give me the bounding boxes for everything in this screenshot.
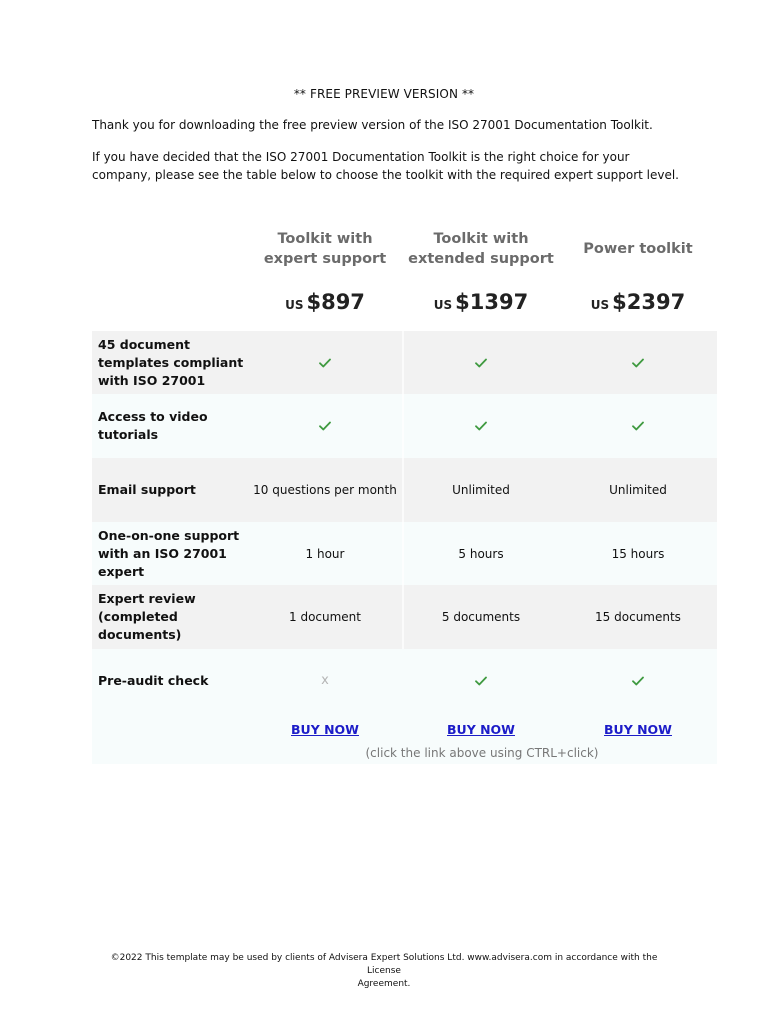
buy-now-extended-support-link[interactable]: BUY NOW [447,722,515,737]
footer [100,952,668,991]
feature-row-video-tutorials [92,394,717,458]
feature-value: Unlimited [609,483,667,497]
feature-value: 5 documents [441,610,521,624]
buy-now-expert-support-link[interactable]: BUY NOW [291,722,359,737]
check-icon [319,421,331,431]
feature-row-templates [92,331,717,394]
feature-value: 10 questions per month [253,483,397,497]
plan-name-line-2: expert support [263,251,387,267]
feature-value [403,649,559,712]
feature-value [247,394,403,458]
check-icon [475,676,487,686]
buy-now-power-toolkit-link[interactable]: BUY NOW [604,722,672,737]
intro-paragraph-2: If you have decided that the ISO 27001 Documentation Toolkit is the right choice for your company, please see the table below to choose the toolkit with the required expert support level. [92,150,679,182]
intro-paragraph-1: Thank you for downloading the free preview version of the ISO 27001 Documentation Toolkit. [92,118,653,132]
feature-label: Email support [98,482,196,497]
column-separator [402,331,404,649]
feature-row-one-on-one-support [92,522,717,585]
plan-name-line-2: extended support [408,251,554,267]
feature-label: Pre-audit check [98,672,209,688]
plan-name-line-1: Power toolkit [583,241,693,257]
feature-row-expert-review [92,585,717,649]
preview-title: ** FREE PREVIEW VERSION ** [293,87,475,101]
check-icon [632,421,644,431]
feature-label: Access to video tutorials [98,409,208,442]
feature-value [560,394,716,458]
price-currency: US [433,298,453,312]
check-icon [632,358,644,368]
plan-name-line-1: Toolkit with [277,231,373,247]
feature-value: 15 hours [611,546,665,561]
feature-label: One-on-one support with an ISO 27001 expert [98,527,240,579]
price-amount: $1397 [455,290,529,314]
feature-value: 15 documents [595,610,681,624]
price-expert-support [247,290,403,314]
footer-license-line-2: Agreement. [357,979,411,989]
plan-name-line-1: Toolkit with [433,231,529,247]
check-icon [319,358,331,368]
ctrl-click-note: (click the link above using CTRL+click) [365,746,599,760]
feature-value [560,331,716,394]
feature-value: 5 hours [458,546,504,561]
price-extended-support [403,290,559,314]
footer-license-line: ©2022 This template may be used by clients of Advisera Expert Solutions Ltd. www.advisera.com in accordance with the License [110,953,658,976]
buy-row [92,712,717,764]
feature-value [403,331,559,394]
check-icon [632,676,644,686]
plan-header-extended-support [403,229,559,269]
feature-label: Expert review (completed documents) [98,591,196,642]
check-icon [475,358,487,368]
price-currency: US [590,298,610,312]
feature-label: 45 document templates compliant with ISO 27001 [98,336,244,388]
cross-icon: x [321,673,329,688]
feature-value [247,331,403,394]
feature-row-email-support [92,458,717,522]
feature-value [560,649,716,712]
feature-value: 1 document [289,610,361,624]
price-power-toolkit [560,290,716,314]
price-currency: US [285,298,304,312]
feature-value [247,649,403,712]
plan-header-power-toolkit [560,239,716,259]
plan-header-expert-support [247,229,403,269]
price-amount: $2397 [612,290,686,314]
check-icon [475,421,487,431]
feature-value: 1 hour [305,546,345,561]
price-amount: $897 [306,290,365,314]
feature-value: Unlimited [452,483,510,497]
feature-row-pre-audit-check [92,649,717,712]
feature-value [403,394,559,458]
